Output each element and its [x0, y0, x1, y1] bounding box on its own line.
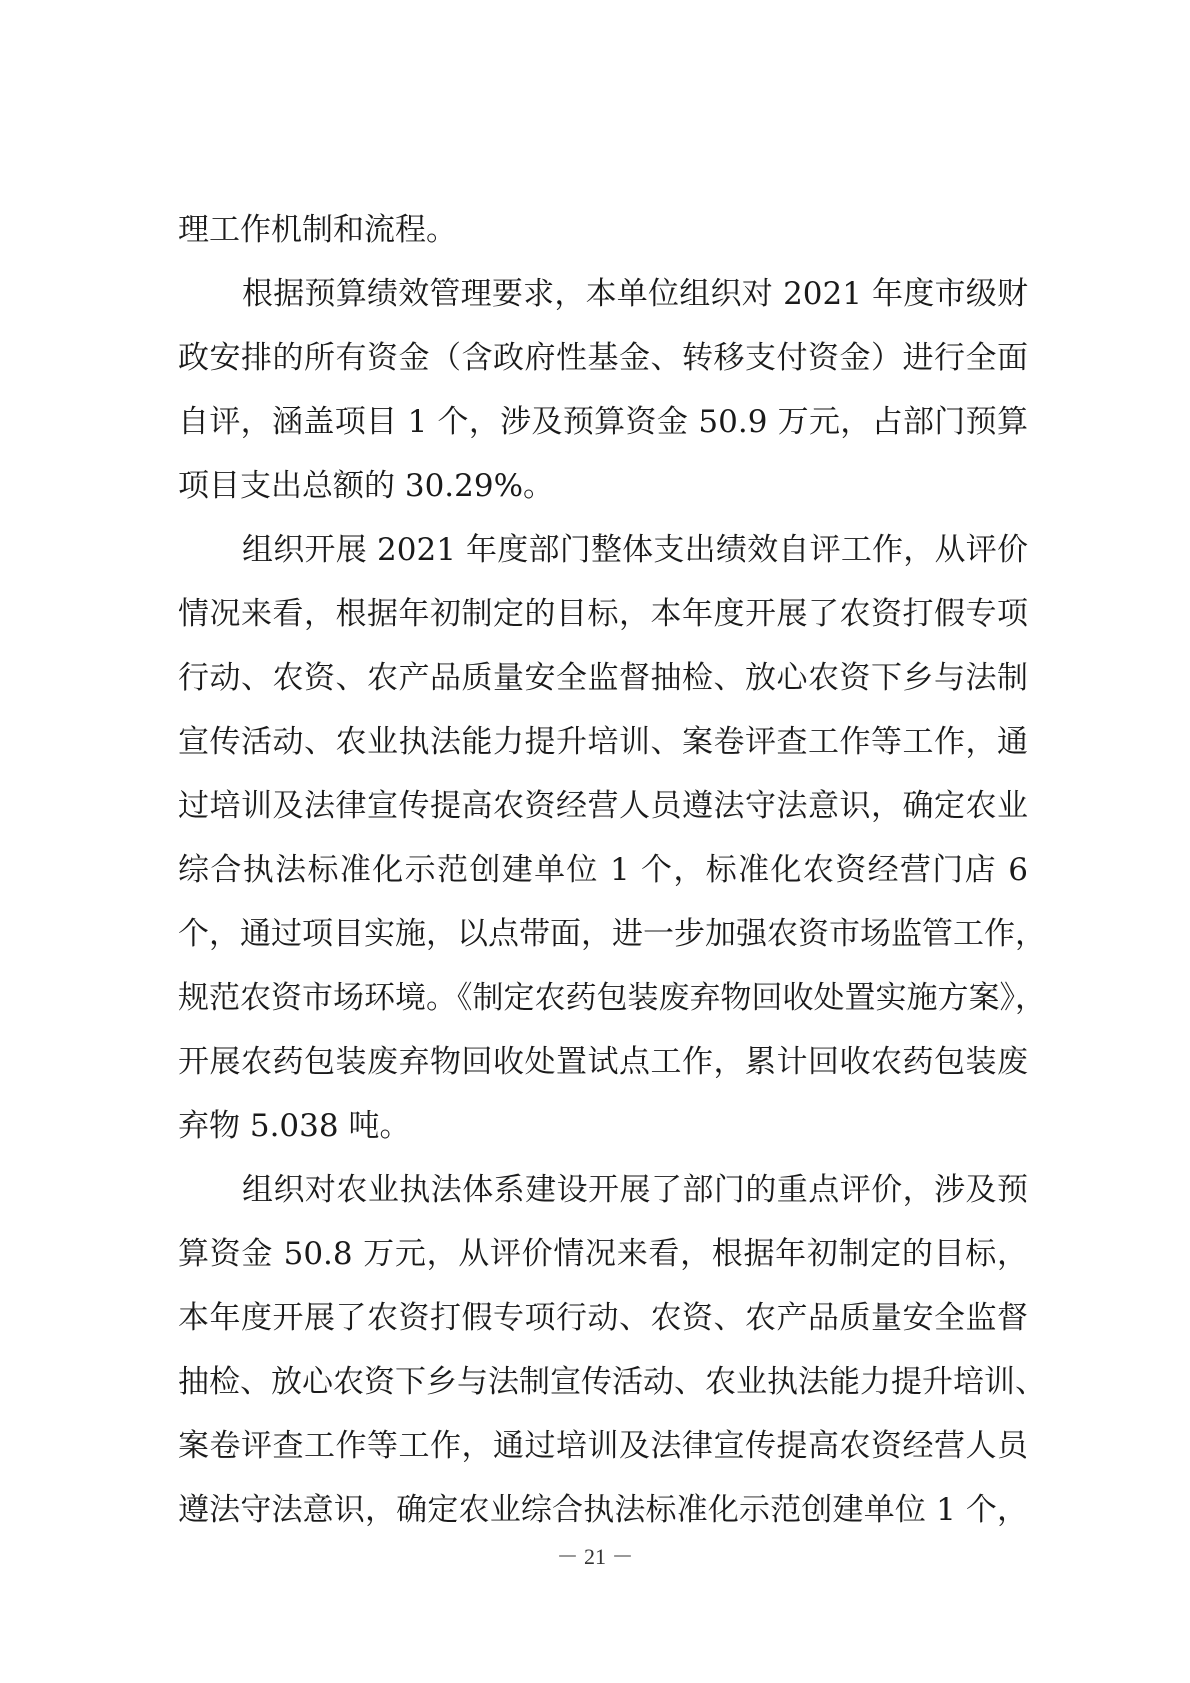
text-line: 宣传活动、农业执法能力提升培训、案卷评查工作等工作，通: [178, 724, 1028, 760]
text-line: 综合执法标准化示范创建单位 1 个，标准化农资经营门店 6: [178, 852, 1028, 888]
text-line: 政安排的所有资金（含政府性基金、转移支付资金）进行全面: [178, 340, 1028, 376]
text-line: 弃物 5.038 吨。: [178, 1108, 411, 1144]
body-text: [178, 198, 1046, 1542]
text-line: 开展农药包装废弃物回收处置试点工作，累计回收农药包装废: [178, 1044, 1028, 1080]
text-line: 自评，涵盖项目 1 个，涉及预算资金 50.9 万元，占部门预算: [178, 404, 1028, 440]
page-number: － 21 －: [556, 1544, 634, 1569]
text-line: 抽检、放心农资下乡与法制宣传活动、农业执法能力提升培训、: [178, 1364, 1046, 1400]
text-line: 个，通过项目实施，以点带面，进一步加强农资市场监管工作，: [178, 916, 1046, 952]
text-line: 行动、农资、农产品质量安全监督抽检、放心农资下乡与法制: [178, 660, 1028, 696]
text-line: 组织对农业执法体系建设开展了部门的重点评价，涉及预: [242, 1172, 1028, 1208]
text-line: 案卷评查工作等工作，通过培训及法律宣传提高农资经营人员: [178, 1428, 1028, 1464]
text-line: 算资金 50.8 万元，从评价情况来看，根据年初制定的目标，: [178, 1236, 1028, 1272]
text-line: 规范农资市场环境。《制定农药包装废弃物回收处置实施方案》，: [178, 980, 1046, 1016]
text-line: 理工作机制和流程。: [178, 212, 457, 248]
text-line: 本年度开展了农资打假专项行动、农资、农产品质量安全监督: [178, 1300, 1028, 1336]
text-line: 遵法守法意识，确定农业综合执法标准化示范创建单位 1 个，: [178, 1492, 1028, 1528]
text-line: 情况来看，根据年初制定的目标，本年度开展了农资打假专项: [178, 596, 1028, 632]
text-line: 过培训及法律宣传提高农资经营人员遵法守法意识，确定农业: [178, 788, 1028, 824]
text-line: 根据预算绩效管理要求，本单位组织对 2021 年度市级财: [242, 276, 1028, 312]
text-line: 组织开展 2021 年度部门整体支出绩效自评工作，从评价: [242, 532, 1028, 568]
text-line: 项目支出总额的 30.29%。: [178, 468, 555, 504]
